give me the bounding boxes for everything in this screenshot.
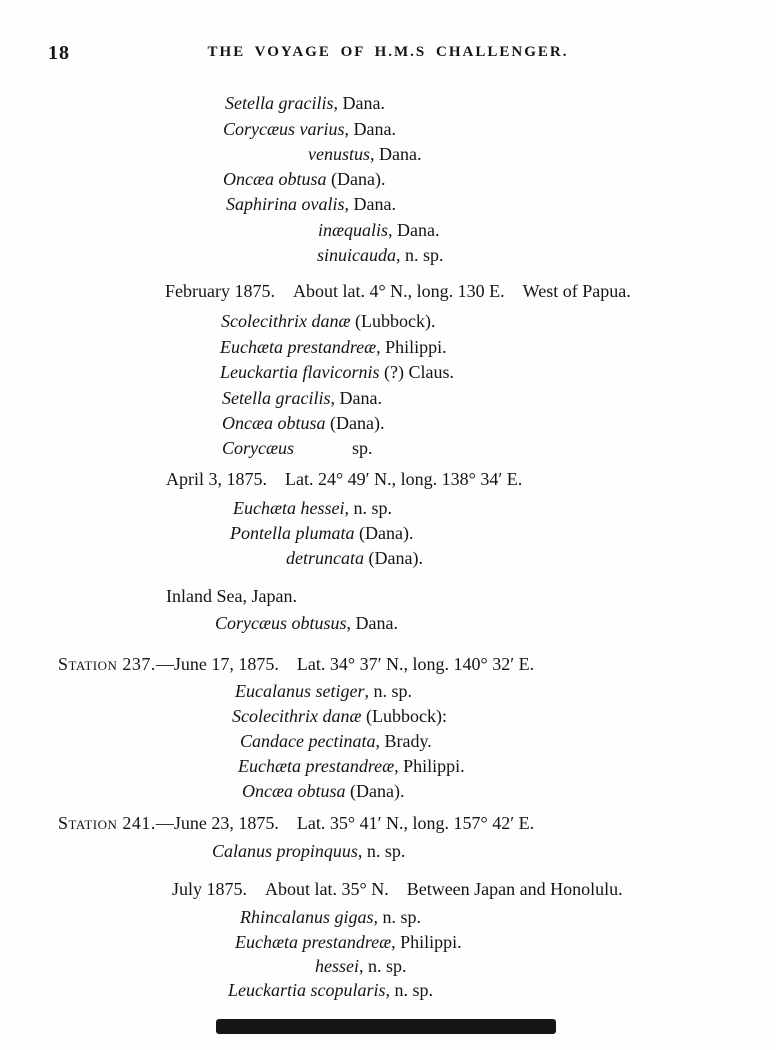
species-name: Euchæta prestandreæ	[235, 932, 392, 952]
species-name: Calanus propinquus	[212, 841, 358, 861]
species-name: Corycæus obtusus	[215, 613, 347, 633]
species-authority: , Brady.	[375, 731, 432, 751]
species-authority: , n. sp.	[357, 841, 406, 861]
species-name: Euchæta hessei	[233, 498, 345, 518]
species-authority: , Philippi.	[391, 932, 462, 952]
species-authority: , n. sp.	[385, 980, 434, 1000]
species-authority: (?) Claus.	[379, 362, 454, 382]
species-name: Corycæus varius	[223, 119, 345, 139]
species-authority: sp.	[352, 438, 373, 458]
species-name: sinuicauda	[317, 245, 396, 265]
species-authority: (Lubbock).	[350, 311, 436, 331]
species-name: Eucalanus setiger	[235, 681, 365, 701]
species-entry	[317, 244, 444, 266]
species-name: Pontella plumata	[230, 523, 355, 543]
species-authority: (Dana).	[345, 781, 405, 801]
section-heading: February 1875. About lat. 4° N., long. 130 E. West of Papua.	[165, 281, 631, 301]
section-heading: Inland Sea, Japan.	[166, 586, 297, 606]
species-entry	[232, 705, 447, 727]
species-name: Saphirina ovalis	[226, 194, 345, 214]
species-authority: (Dana).	[354, 523, 414, 543]
species-name: Rhincalanus gigas	[240, 907, 374, 927]
species-entry	[318, 219, 440, 241]
species-entry	[221, 310, 435, 332]
species-entry	[220, 336, 447, 358]
species-entry	[222, 387, 382, 409]
station-details: —June 23, 1875. Lat. 35° 41′ N., long. 157° 42′ E.	[155, 813, 535, 833]
species-entry	[230, 522, 413, 544]
species-entry	[223, 168, 385, 190]
species-authority: , Philippi.	[394, 756, 465, 776]
species-authority: , n. sp.	[396, 245, 444, 265]
species-entry	[308, 143, 421, 165]
species-authority: (Dana).	[364, 548, 423, 568]
species-authority: , Dana.	[388, 220, 440, 240]
species-entry	[235, 680, 412, 702]
species-entry	[242, 780, 404, 802]
species-name: Setella gracilis	[225, 93, 334, 113]
species-name: detruncata	[286, 548, 364, 568]
species-authority: , Philippi.	[376, 337, 447, 357]
species-entry	[222, 412, 384, 434]
species-name: Setella gracilis	[222, 388, 331, 408]
running-title: THE VOYAGE OF H.M.S CHALLENGER.	[207, 44, 569, 60]
species-entry	[220, 361, 454, 383]
species-authority: , Dana.	[346, 613, 398, 633]
species-name: Corycæus	[222, 438, 294, 458]
species-name: Leuckartia flavicornis	[220, 362, 380, 382]
species-entry	[225, 92, 385, 114]
page-number: 18	[48, 42, 70, 64]
species-authority: , Dana.	[330, 388, 382, 408]
species-entry	[238, 755, 465, 777]
species-authority: , n. sp.	[364, 681, 412, 701]
section-heading: April 3, 1875. Lat. 24° 49′ N., long. 138° 34′ E.	[166, 469, 523, 489]
species-entry	[235, 931, 462, 953]
species-authority: (Lubbock):	[361, 706, 447, 726]
species-authority: (Dana).	[326, 169, 386, 189]
species-entry	[233, 497, 392, 519]
species-authority: , Dana.	[344, 194, 396, 214]
species-name: Scolecithrix danæ	[232, 706, 362, 726]
species-entry	[222, 437, 373, 459]
section-heading: July 1875. About lat. 35° N. Between Japan and Honolulu.	[172, 879, 623, 899]
species-entry	[228, 979, 433, 1001]
species-entry	[240, 730, 432, 752]
species-entry	[315, 955, 407, 977]
species-authority: , n. sp.	[373, 907, 422, 927]
species-name: inæqualis	[318, 220, 389, 240]
species-name: Euchæta prestandreæ	[220, 337, 377, 357]
species-authority: , n. sp.	[344, 498, 392, 518]
species-name: Candace pectinata	[240, 731, 376, 751]
scan-artifact-bar	[216, 1019, 556, 1034]
station-label: Station 241.	[58, 813, 156, 833]
species-name: Oncæa obtusa	[223, 169, 327, 189]
species-authority: , Dana.	[333, 93, 385, 113]
species-entry	[226, 193, 396, 215]
species-authority: , Dana.	[370, 144, 422, 164]
species-entry	[212, 840, 405, 862]
species-name: hessei	[315, 956, 359, 976]
species-authority: , n. sp.	[359, 956, 407, 976]
species-name: Oncæa obtusa	[242, 781, 346, 801]
station-label: Station 237.	[58, 654, 156, 674]
station-heading	[58, 812, 534, 834]
species-name: Scolecithrix danæ	[221, 311, 351, 331]
station-heading	[58, 653, 534, 675]
species-authority: , Dana.	[344, 119, 396, 139]
species-authority: (Dana).	[325, 413, 385, 433]
species-entry	[223, 118, 396, 140]
species-entry	[286, 547, 423, 569]
station-details: —June 17, 1875. Lat. 34° 37′ N., long. 140° 32′ E.	[155, 654, 535, 674]
species-entry	[215, 612, 398, 634]
species-entry	[240, 906, 421, 928]
species-name: Euchæta prestandreæ	[238, 756, 395, 776]
species-name: Leuckartia scopularis	[228, 980, 386, 1000]
species-name: Oncæa obtusa	[222, 413, 326, 433]
species-name: venustus	[308, 144, 370, 164]
